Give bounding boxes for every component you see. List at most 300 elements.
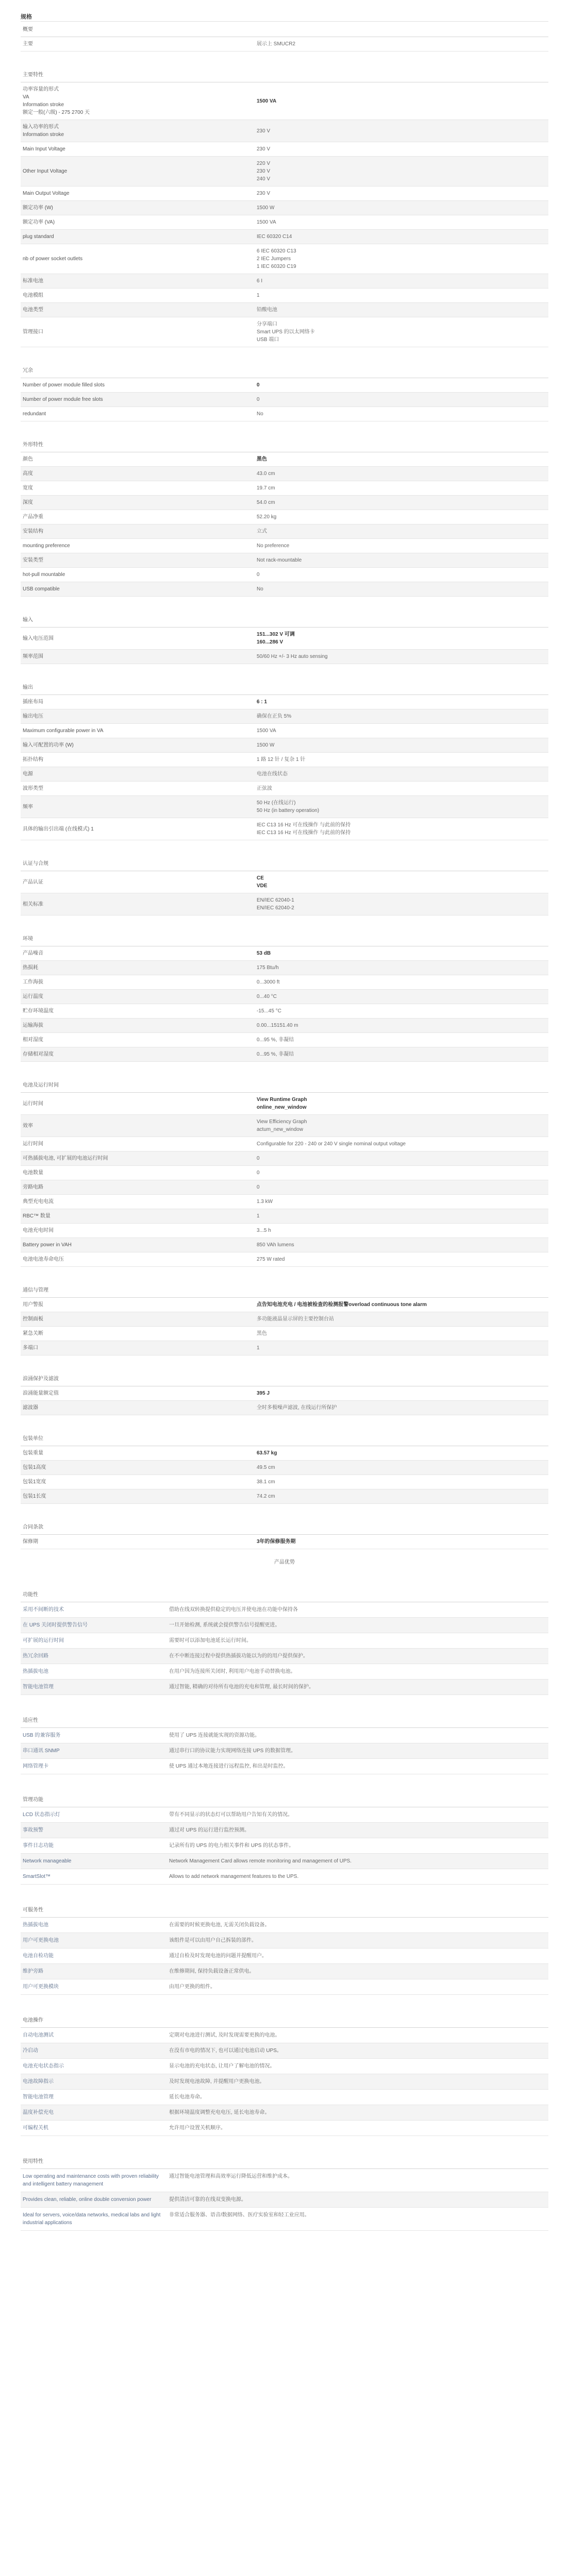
spec-row	[21, 628, 548, 650]
spec-section	[21, 70, 548, 347]
spec-section	[21, 25, 548, 52]
spec-label-line: 电源	[23, 771, 33, 777]
spec-value	[253, 695, 548, 709]
spec-label	[21, 37, 253, 51]
spec-value-line: 展示上 SMUCR2	[257, 41, 296, 47]
feature-description: 借助在线双转换提供稳定的电压并使电池在功能中保持各	[169, 1607, 298, 1613]
spec-value	[253, 510, 548, 524]
spec-label	[21, 1004, 253, 1018]
spec-value-line: actum_new_window	[257, 1127, 304, 1132]
spec-value	[253, 94, 548, 108]
spec-value-line: IEC C13 16 Hz 可在线操作 与此前的保持	[257, 830, 351, 836]
spec-value	[253, 1401, 548, 1415]
spec-value-line: 6 : 1	[257, 699, 267, 705]
spec-label-line: Number of power module filled slots	[23, 382, 105, 388]
spec-label-line: Information stroke	[23, 132, 64, 138]
spec-label-line: 电池电池寿命电压	[23, 1257, 64, 1262]
spec-label-line: 产品净重	[23, 514, 43, 520]
spec-row	[21, 1195, 548, 1209]
spec-row	[21, 510, 548, 524]
spec-label-line: 安装类型	[23, 557, 43, 563]
feature-groups	[21, 1590, 548, 2231]
spec-value-line: 38.1 cm	[257, 1479, 275, 1485]
spec-value-line: 1500 W	[257, 742, 275, 748]
spec-label-line: VA	[23, 94, 29, 100]
spec-label	[21, 1180, 253, 1194]
section-title: 包装单位	[21, 1434, 548, 1446]
spec-value	[253, 738, 548, 752]
spec-label-line: 包装1宽度	[23, 1479, 46, 1485]
spec-value	[253, 709, 548, 723]
spec-label	[21, 1298, 253, 1312]
spec-value	[253, 215, 548, 229]
feature-name: 串口通讯 SNMP	[23, 1748, 60, 1754]
spec-label-line: 输入可配置的功率 (W)	[23, 742, 74, 748]
spec-label-line: 具体的输出引出端 (在线模式) 1	[23, 826, 94, 832]
spec-value-line: 230 V	[257, 168, 271, 174]
feature-description: 允许用户设置关机顺序。	[169, 2125, 226, 2131]
feature-description: 及时发现电池故障, 并提醒用户更换电池。	[169, 2079, 265, 2084]
spec-label	[21, 1535, 253, 1549]
spec-label-line: 工作海拔	[23, 979, 43, 985]
spec-value-line: 230 V	[257, 191, 271, 196]
spec-value	[253, 1151, 548, 1165]
spec-value-line: 1500 VA	[257, 98, 277, 104]
spec-label-line: 运行温度	[23, 994, 43, 999]
feature-group	[21, 1590, 548, 1695]
spec-value-line: 395 J	[257, 1391, 270, 1396]
spec-row	[21, 1312, 548, 1327]
feature-name: 可编程关机	[23, 2125, 48, 2131]
spec-value-line: 1 路 12 针 / 复杂 1 针	[257, 757, 306, 762]
spec-value-line: 3...5 h	[257, 1228, 271, 1233]
feature-group	[21, 2157, 548, 2231]
spec-label	[21, 975, 253, 989]
spec-row	[21, 1461, 548, 1475]
spec-value-line: 50/60 Hz +/- 3 Hz auto sensing	[257, 654, 328, 659]
spec-label-line: USB compatible	[23, 586, 60, 592]
spec-label	[21, 378, 253, 392]
spec-label-line: 相对湿度	[23, 1037, 43, 1043]
spec-row	[21, 1535, 548, 1549]
spec-row	[21, 215, 548, 230]
spec-value	[253, 37, 548, 51]
spec-row	[21, 1386, 548, 1401]
feature-row	[21, 2121, 548, 2136]
feature-row	[21, 1680, 548, 1695]
spec-label-line: 宽度	[23, 485, 33, 491]
spec-row	[21, 796, 548, 818]
spec-label	[21, 1195, 253, 1209]
spec-label-line: hot-pull mountable	[23, 572, 65, 578]
spec-value	[253, 1019, 548, 1032]
spec-value	[253, 1224, 548, 1238]
section-title: 冗余	[21, 366, 548, 378]
spec-value-line: 240 V	[257, 176, 271, 182]
spec-label	[21, 1119, 253, 1133]
spec-label	[21, 782, 253, 795]
spec-value	[253, 187, 548, 200]
spec-value	[253, 1341, 548, 1355]
spec-value	[253, 244, 548, 274]
spec-value-line: 0...3000 ft	[257, 979, 280, 985]
spec-value-line: 50 Hz (in battery operation)	[257, 808, 320, 814]
feature-name: 电池故障指示	[23, 2079, 54, 2084]
spec-label	[21, 1151, 253, 1165]
feature-row	[21, 2043, 548, 2059]
spec-row	[21, 407, 548, 421]
spec-value-line: IEC 60320 C14	[257, 234, 292, 240]
spec-label-line: 输出电压	[23, 714, 43, 719]
spec-row	[21, 467, 548, 481]
feature-name: 用户可更换电池	[23, 1938, 59, 1943]
feature-row	[21, 1869, 548, 1885]
spec-label	[21, 524, 253, 538]
spec-label-line: 浪涌能量额定值	[23, 1391, 59, 1396]
section-title: 概要	[21, 25, 548, 37]
spec-row	[21, 244, 548, 274]
spec-value	[253, 481, 548, 495]
spec-value	[253, 317, 548, 347]
spec-label-line: 标准电池	[23, 278, 43, 284]
spec-label	[21, 1097, 253, 1111]
spec-value-line: 53 dB	[257, 951, 271, 956]
feature-row	[21, 1633, 548, 1649]
spec-row	[21, 1151, 548, 1166]
spec-row	[21, 738, 548, 753]
spec-label-line: 输入功率的形式	[23, 124, 59, 130]
spec-row	[21, 1341, 548, 1355]
feature-name: SmartSlot™	[23, 1874, 51, 1879]
spec-label	[21, 709, 253, 723]
spec-label	[21, 1224, 253, 1238]
spec-label-line: 功率容量的形式	[23, 87, 59, 92]
spec-value	[253, 467, 548, 481]
spec-row	[21, 1475, 548, 1489]
spec-value-line: 850 VAh lumens	[257, 1242, 294, 1248]
feature-group	[21, 1716, 548, 1774]
spec-value-line: 黑色	[257, 1331, 267, 1336]
feature-name: Provides clean, reliable, online double conversion power	[23, 2197, 152, 2202]
spec-label	[21, 695, 253, 709]
spec-label	[21, 961, 253, 975]
spec-value	[253, 496, 548, 510]
spec-label-line: Number of power module free slots	[23, 397, 103, 402]
spec-label	[21, 553, 253, 567]
feature-row	[21, 1664, 548, 1680]
spec-value-line: 19.7 cm	[257, 485, 275, 491]
spec-row	[21, 187, 548, 201]
spec-row	[21, 724, 548, 738]
feature-name: 智能电池管理	[23, 2094, 54, 2100]
feature-name: 自动电池测试	[23, 2032, 54, 2038]
spec-label-line: 安装结构	[23, 529, 43, 534]
spec-label	[21, 1252, 253, 1266]
spec-label-line: 紧急关断	[23, 1331, 43, 1336]
feature-row	[21, 2090, 548, 2105]
spec-value-line: No	[257, 411, 263, 417]
feature-name: 事件日志功能	[23, 1843, 54, 1849]
spec-label-line: 运输海拔	[23, 1023, 43, 1028]
spec-label-line: 插座布局	[23, 699, 43, 705]
spec-value-line: 2 IEC Jumpers	[257, 256, 291, 262]
feature-row	[21, 1964, 548, 1979]
spec-label-line: 高度	[23, 471, 33, 477]
spec-row	[21, 782, 548, 796]
feature-row	[21, 2192, 548, 2208]
feature-description: 通过对 UPS 的运行进行监控预测。	[169, 1827, 250, 1833]
spec-section	[21, 440, 548, 597]
spec-row	[21, 1033, 548, 1047]
spec-label	[21, 1166, 253, 1180]
feature-group-title: 管理功能	[21, 1795, 548, 1807]
spec-section	[21, 1080, 548, 1267]
feature-description: 通过智能电池管理和高效率运行降低运营和维护成本。	[169, 2174, 293, 2179]
feature-row	[21, 2208, 548, 2231]
feature-description: 延长电池寿命。	[169, 2094, 205, 2100]
spec-label-line: 可热插拔电池, 可扩展的电池运行时间	[23, 1156, 108, 1161]
spec-row	[21, 553, 548, 568]
spec-label	[21, 1461, 253, 1475]
spec-label-line: Maximum configurable power in VA	[23, 728, 104, 734]
spec-value-line: 电池在线状态	[257, 771, 288, 777]
spec-value-line: CE	[257, 875, 264, 881]
spec-row	[21, 303, 548, 317]
features-heading: 产品优势	[274, 1560, 295, 1565]
spec-value	[253, 201, 548, 215]
feature-name: 维护旁路	[23, 1969, 43, 1974]
spec-value-line: 黑色	[257, 456, 267, 462]
spec-label-line: 用户警报	[23, 1302, 43, 1308]
spec-value	[253, 893, 548, 915]
spec-value-line: 275 W rated	[257, 1257, 285, 1262]
spec-value-line: 6 IEC 60320 C13	[257, 248, 296, 254]
spec-label	[21, 539, 253, 553]
spec-label-line: 额定功率 (VA)	[23, 219, 55, 225]
spec-label	[21, 897, 253, 911]
spec-label-line: Battery power in VAH	[23, 1242, 72, 1248]
feature-name: 电池充电状态指示	[23, 2063, 64, 2069]
feature-row	[21, 2074, 548, 2090]
spec-value-line: 1.3 kW	[257, 1199, 273, 1205]
section-title: 主要特性	[21, 70, 548, 82]
feature-name: Ideal for servers, voice/data networks, medical labs and light industrial applications	[23, 2212, 161, 2226]
spec-row	[21, 378, 548, 393]
spec-value-line: EN/IEC 62040-2	[257, 905, 294, 911]
spec-label-line: plug standard	[23, 234, 54, 240]
spec-value	[253, 975, 548, 989]
feature-group	[21, 1905, 548, 1995]
spec-sections	[21, 25, 548, 1549]
spec-value-line: 6 I	[257, 278, 263, 284]
spec-section	[21, 1434, 548, 1504]
spec-value-line: 0...95 %, 非凝结	[257, 1037, 294, 1043]
spec-label-line: 运行时间	[23, 1141, 43, 1147]
spec-label	[21, 946, 253, 960]
spec-value	[253, 650, 548, 664]
feature-description: 该组件是可以由用户自己拆装的部件。	[169, 1938, 257, 1943]
feature-row	[21, 2059, 548, 2074]
spec-row	[21, 582, 548, 597]
feature-group	[21, 2015, 548, 2136]
spec-value	[253, 1137, 548, 1151]
feature-description: 需要时可以添加电池延长运行时间。	[169, 1638, 252, 1643]
spec-label	[21, 582, 253, 596]
spec-value-line: IEC C13 16 Hz 可在线操作 与此前的保持	[257, 822, 351, 828]
spec-row	[21, 289, 548, 303]
spec-label	[21, 1446, 253, 1460]
feature-row	[21, 1933, 548, 1948]
spec-value-line: 0	[257, 572, 260, 578]
feature-name: Low operating and maintenance costs with proven reliability and intelligent battery management	[23, 2174, 159, 2187]
spec-label	[21, 753, 253, 767]
spec-row	[21, 1047, 548, 1062]
spec-value	[253, 1180, 548, 1194]
spec-label	[21, 496, 253, 510]
section-title: 外形特性	[21, 440, 548, 452]
spec-section	[21, 1522, 548, 1549]
spec-row	[21, 524, 548, 539]
spec-row	[21, 1224, 548, 1238]
spec-label	[21, 632, 253, 646]
spec-label	[21, 325, 253, 339]
spec-row	[21, 393, 548, 407]
spec-value	[253, 753, 548, 767]
spec-row	[21, 37, 548, 52]
feature-description: 提供清洁可靠的在线双变换电源。	[169, 2197, 246, 2202]
spec-value	[253, 274, 548, 288]
feature-description: 带有不同显示的状态灯可以帮助用户告知有关的情况。	[169, 1812, 293, 1818]
spec-value	[253, 818, 548, 840]
spec-label-line: Main Output Voltage	[23, 191, 70, 196]
spec-value-line: 230 V	[257, 146, 271, 152]
spec-value-line: online_new_window	[257, 1105, 307, 1110]
spec-value-line: 0	[257, 382, 260, 388]
spec-value-line: 49.5 cm	[257, 1465, 275, 1470]
features-area	[21, 1552, 548, 2231]
section-title: 输入	[21, 615, 548, 628]
spec-row	[21, 818, 548, 840]
spec-label-line: 存储相对湿度	[23, 1052, 54, 1057]
spec-value-line: 点告知电池充电 / 电池被检查的检测报警overload continuous tone alarm	[257, 1302, 427, 1308]
spec-value	[253, 407, 548, 421]
feature-name: 热插拔电池	[23, 1669, 48, 1674]
spec-row	[21, 1401, 548, 1415]
spec-label-line: 主要	[23, 41, 33, 47]
spec-row	[21, 317, 548, 347]
spec-value	[253, 961, 548, 975]
spec-row	[21, 1093, 548, 1115]
feature-name: 在 UPS 关闭时提供警告信号	[23, 1622, 88, 1628]
spec-label-line: 多端口	[23, 1345, 38, 1351]
spec-label	[21, 875, 253, 889]
spec-row	[21, 157, 548, 187]
spec-value	[253, 1166, 548, 1180]
spec-value-line: USB 端口	[257, 337, 279, 343]
feature-description: 由用户更换的组件。	[169, 1984, 215, 1990]
feature-description: 根据环境温度调整充电电压, 延长电池寿命。	[169, 2110, 270, 2115]
spec-value	[253, 452, 548, 466]
spec-value	[253, 1238, 548, 1252]
spec-row	[21, 1004, 548, 1019]
spec-value	[253, 946, 548, 960]
spec-label	[21, 467, 253, 481]
spec-value	[253, 1115, 548, 1137]
feature-group	[21, 1795, 548, 1885]
spec-value-line: 确保在正负 5%	[257, 714, 292, 719]
spec-row	[21, 201, 548, 215]
spec-value-line: 52.20 kg	[257, 514, 277, 520]
feature-name: 采用不间断的技术	[23, 1607, 64, 1613]
spec-section	[21, 859, 548, 916]
spec-value	[253, 142, 548, 156]
spec-label	[21, 1475, 253, 1489]
spec-label-line: redundant	[23, 411, 46, 417]
spec-label	[21, 1137, 253, 1151]
spec-row	[21, 452, 548, 467]
spec-value-line: View Runtime Graph	[257, 1097, 307, 1103]
feature-name: 可扩展的运行时间	[23, 1638, 64, 1643]
spec-label-line: 包装1长度	[23, 1494, 46, 1499]
spec-value	[253, 568, 548, 582]
spec-section	[21, 366, 548, 421]
spec-label-line: nb of power socket outlets	[23, 256, 83, 262]
spec-value-line: 160...286 V	[257, 639, 283, 645]
spec-value	[253, 1093, 548, 1114]
feature-row	[21, 1948, 548, 1964]
feature-row	[21, 1649, 548, 1664]
feature-description: 非常适合服务器、语音/数据网络、医疗实验室和轻工业应用。	[169, 2212, 310, 2218]
feature-name: LCD 状态指示灯	[23, 1812, 60, 1818]
feature-description: 记录所有的 UPS 的电力相关事件和 UPS 的状态事件。	[169, 1843, 294, 1849]
spec-label-line: 电池充电时间	[23, 1228, 54, 1233]
spec-label-line: 波形类型	[23, 786, 43, 791]
section-title: 认证与合规	[21, 859, 548, 871]
feature-row	[21, 2105, 548, 2121]
spec-value	[253, 628, 548, 649]
spec-value	[253, 1327, 548, 1341]
spec-value-line: -15...45 °C	[257, 1008, 281, 1014]
feature-name: 事故预警	[23, 1827, 43, 1833]
feature-name: 电池自检功能	[23, 1953, 54, 1959]
feature-row	[21, 1728, 548, 1743]
spec-value	[253, 1475, 548, 1489]
section-title: 通信与管理	[21, 1285, 548, 1298]
spec-label	[21, 1489, 253, 1503]
spec-label-line: 旁路电路	[23, 1184, 43, 1190]
feature-row	[21, 1838, 548, 1854]
spec-row	[21, 1252, 548, 1267]
spec-label-line: 效率	[23, 1123, 33, 1129]
spec-row	[21, 1209, 548, 1224]
feature-row	[21, 1743, 548, 1759]
feature-name: Network manageable	[23, 1858, 72, 1864]
spec-value	[253, 124, 548, 138]
spec-label	[21, 187, 253, 200]
spec-label-line: mounting preference	[23, 543, 70, 549]
spec-label-line: 典型充电电流	[23, 1199, 54, 1205]
spec-value-line: 50 Hz (在线运行)	[257, 800, 296, 806]
feature-description: 在需要的时候更换电池, 无需关闭负载设备。	[169, 1922, 270, 1928]
spec-row	[21, 230, 548, 244]
spec-value-line: 0	[257, 1156, 260, 1161]
feature-group-title: 功能性	[21, 1590, 548, 1602]
feature-description: Network Management Card allows remote monitoring and management of UPS.	[169, 1858, 352, 1864]
spec-label-line: 相关标准	[23, 901, 43, 907]
spec-label-line: 热损耗	[23, 965, 38, 971]
feature-description: 通过串行口的协议能力实现网络连接 UPS 的数据管理。	[169, 1748, 296, 1754]
spec-value	[253, 1209, 548, 1223]
